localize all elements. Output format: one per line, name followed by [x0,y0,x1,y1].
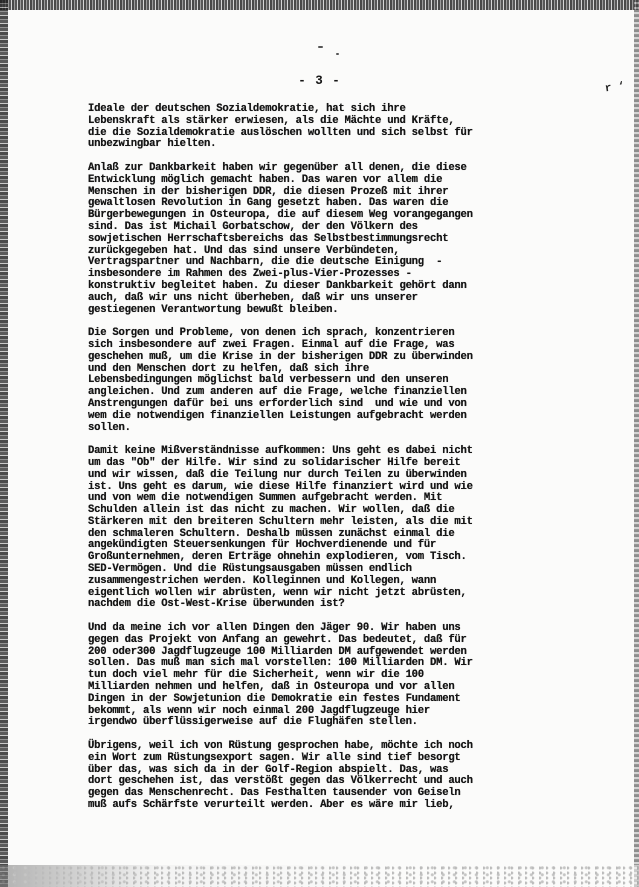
text-line: zurückgegeben hat. Und das sind unsere Verbündeten, [88,244,400,257]
text-line: Schulden allein ist das nicht zu machen. Wir wollen, daß die [88,504,455,517]
page-number: - 3 - [298,74,341,88]
text-line: unbezwingbar hielten. [88,138,217,151]
text-line: sich insbesondere auf zwei Fragen. Einmal auf die Frage, was [88,338,455,351]
text-line: Anlaß zur Dankbarkeit haben wir gegenüber all denen, die diese [88,161,467,174]
text-line: Lebensbedingungen möglichst bald verbessern und den unseren [88,374,449,387]
paragraph [88,163,623,316]
text-line: ist. Uns geht es darum, wie diese Hilfe finanziert wird und wie [88,480,473,493]
scan-speck [318,46,323,48]
scan-edge-right [634,0,639,887]
text-line: sollen. [88,421,131,434]
text-line: tun doch viel mehr für die Sicherheit, wenn wir die 100 [88,669,424,682]
text-line: gegen das Menschenrecht. Das Festhalten tausender von Geiseln [88,787,461,800]
text-line: den schmaleren Schultern. Deshalb müssen zunächst einmal die [88,527,455,540]
text-line: Menschen in der bisherigen DDR, die diesen Prozeß mit ihrer [88,185,449,198]
text-line: Großunternehmen, deren Erträge ohnehin explodieren, vom Tisch. [88,551,467,564]
text-line: SED-Vermögen. Und die Rüstungsausgaben müssen endlich [88,563,412,576]
paragraph [88,741,623,812]
text-line: geschehen muß, um die Krise in der bisherigen DDR zu überwinden [88,350,473,363]
text-line: Die Sorgen und Probleme, von denen ich sprach, konzentrieren [88,327,455,340]
text-line: über das, was sich da in der Golf-Region abspielt. Das, was [88,763,449,776]
text-line: eigentlich wollen wir abrüsten, wenn wir nicht jetzt abrüsten, [88,586,467,599]
paragraph [88,446,623,611]
text-line: konstruktiv begleitet haben. Zu dieser Dankbarkeit gehört dann [88,279,467,292]
text-line: Bürgerbewegungen in Osteuropa, die auf diesem Weg vorangegangen [88,209,473,222]
paragraph [88,328,623,434]
text-line: die die Sozialdemokratie auslöschen wollten und sich selbst für [88,126,473,139]
text-line: sowjetischen Herrschaftsbereichs das Selbstbestimmungsrecht [88,232,449,245]
text-line: sind. Das ist Michail Gorbatschow, der den Völkern des [88,220,418,233]
text-line: Lebenskraft als stärker erwiesen, als die Mächte und Kräfte, [88,114,455,127]
text-line: und wir wissen, daß die Teilung nur durch Teilen zu überwinden [88,468,467,481]
text-line: gestiegenen Verantwortung bewußt bleiben. [88,303,339,316]
text-line: irgendwo überflüssigerweise auf die Flughäfen stellen. [88,716,418,729]
text-line: angekündigten Steuersenkungen für Hochverdienende und für [88,539,437,552]
text-line: Damit keine Mißverständnisse aufkommen: Uns geht es dabei nicht [88,445,473,458]
text-line: zusammengestrichen werden. Kolleginnen und Kollegen, wann [88,574,437,587]
text-line: Anstrengungen dafür bei uns erforderlich sind und wie und von [88,397,467,410]
text-line: 200 oder300 Jagdflugzeuge 100 Milliarden DM aufgewendet werden [88,645,467,658]
text-line: muß aufs Schärfste verurteilt werden. Aber es wäre mir lieb, [88,799,455,812]
text-line: nachdem die Ost-West-Krise überwunden ist? [88,598,345,611]
text-line: dort geschehen ist, das verstößt gegen das Völkerrecht und auch [88,775,473,788]
scan-edge-top [0,0,639,10]
text-line: ein Wort zum Rüstungsexport sagen. Wir alle sind tief besorgt [88,751,461,764]
text-line: und den Menschen dort zu helfen, daß sich ihre [88,362,369,375]
text-line: insbesondere im Rahmen des Zwei-plus-Vier-Prozesses - [88,268,412,281]
text-line: sollen. Das muß man sich mal vorstellen: 100 Milliarden DM. Wir [88,657,473,670]
text-line: Übrigens, weil ich von Rüstung gesprochen habe, möchte ich noch [88,740,473,753]
text-line: um das "Ob" der Hilfe. Wir sind zu solidarischer Hilfe bereit [88,456,461,469]
text-line: Ideale der deutschen Sozialdemokratie, hat sich ihre [88,103,406,115]
margin-marks: r ‘ [604,80,626,96]
text-line: Und da meine ich vor allen Dingen den Jäger 90. Wir haben uns [88,622,461,635]
text-line: Vertragspartner und Nachbarn, die die deutsche Einigung - [88,256,443,269]
text-line: gegen das Projekt von Anfang an gewehrt. Das bedeutet, daß für [88,633,467,646]
text-line: angleichen. Und zum anderen auf die Frage, welche finanziellen [88,386,467,399]
text-line: Entwicklung möglich gemacht haben. Das waren vor allem die [88,173,443,186]
paragraph [88,104,623,151]
text-line: Stärkeren mit den breiteren Schultern mehr leisten, als die mit [88,515,473,528]
text-line: bekommt, als wenn wir noch einmal 200 Jagdflugzeuge hier [88,704,431,717]
text-line: Milliarden nehmen und helfen, daß in Osteuropa und vor allen [88,681,455,694]
scan-edge-left [0,0,8,887]
text-line: auch, daß wir uns nicht überheben, daß wir uns unserer [88,291,418,304]
paragraph [88,623,623,729]
text-line: Dingen in der Sowjetunion die Demokratie ein festes Fundament [88,692,461,705]
scan-speck [336,53,339,55]
document-body [88,104,623,824]
scan-edge-bottom [0,865,639,887]
text-line: gewaltlosen Revolution in Gang gesetzt haben. Das waren die [88,197,449,210]
text-line: und von wem die notwendigen Summen aufgebracht werden. Mit [88,492,443,505]
text-line: wem die notwendigen finanziellen Leistungen aufgebracht werden [88,409,467,422]
